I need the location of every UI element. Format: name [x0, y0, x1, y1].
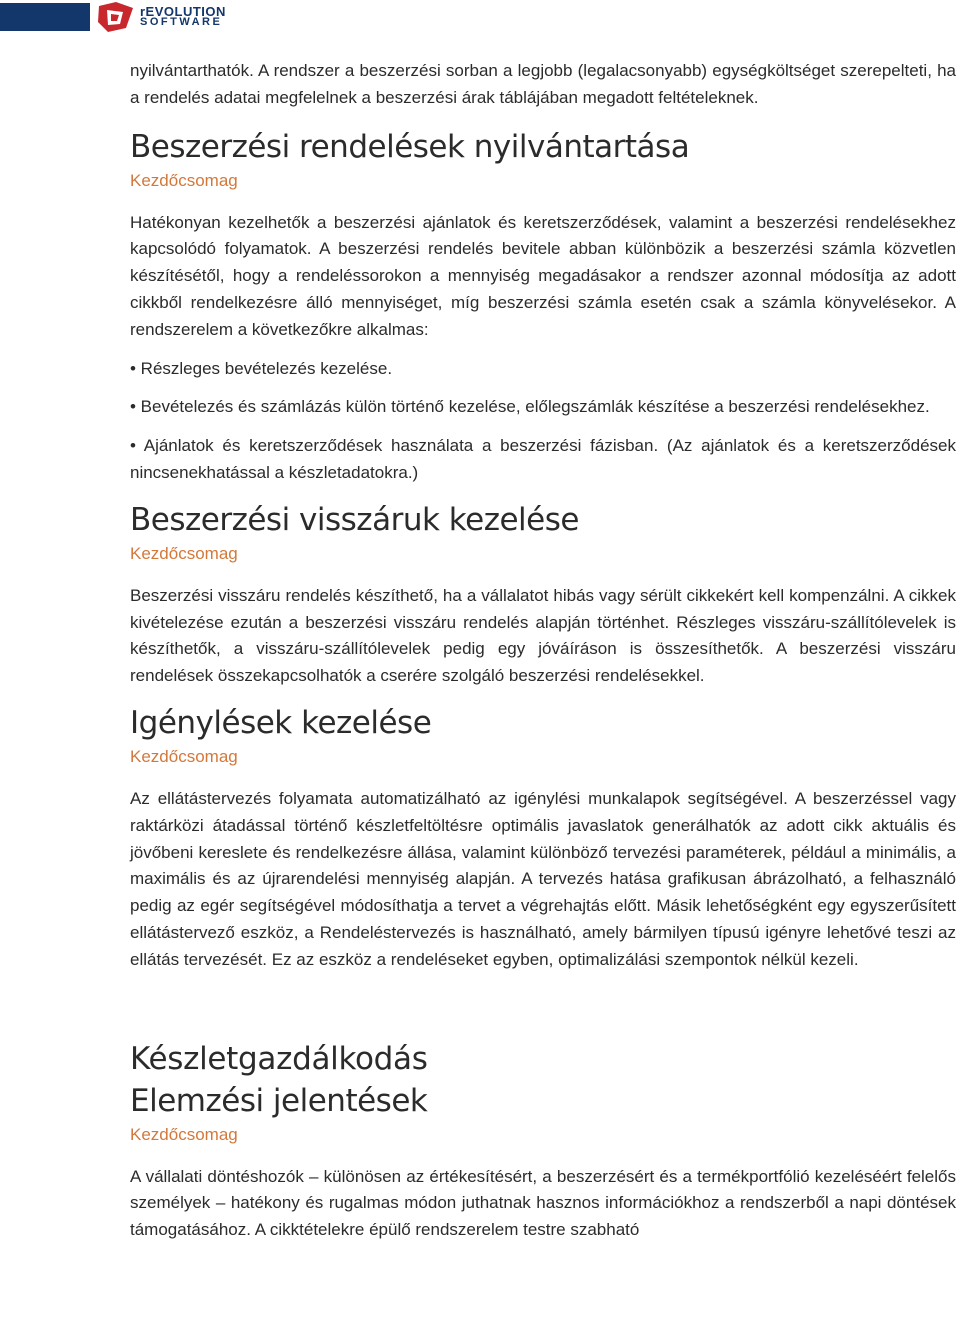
package-tag: Kezdőcsomag: [130, 1124, 238, 1144]
header-bar: [0, 3, 90, 31]
section-body: Beszerzési visszáru rendelés készíthető, ha a vállalatot hibás vagy sérült cikkekért kell kompenzálni. A cikkek kivételezése ezután a beszerzési visszáru rendelés alapján történhet. Részleges visszáru-szállítólevelek is készíthetők, a visszáru-szállítólevelek pedig egy jóváíráson is összesíthetők. A beszerzési visszáru rendelések összekapcsolhatók a cserére szolgáló beszerzési rendelésekkel.: [130, 585, 956, 686]
logo-line1: rEVOLUTION: [140, 4, 226, 19]
bullet-item: • Bevételezés és számlázás külön történő kezelése, előlegszámlák készítése a beszerzési rendelésekhez.: [130, 397, 930, 417]
package-tag: Kezdőcsomag: [130, 543, 238, 563]
logo-wordmark: [140, 6, 226, 28]
company-logo: [96, 2, 226, 32]
chapter-inventory: [130, 1040, 956, 1244]
section-title: Igénylések kezelése: [130, 704, 432, 741]
section-body: A vállalati döntéshozók – különösen az értékesítésért, a beszerzésért és a termékportfólió kezeléséért felelős személyek – hatékony és rugalmas módon juthatnak hasznos információkhoz a rendszerből a napi döntések támogatásához. A cikktételekre épülő rendszerelem testre szabható: [130, 1166, 956, 1240]
chapter-title: Készletgazdálkodás: [130, 1040, 428, 1077]
section-purchase-orders: [130, 128, 956, 487]
section-body: Az ellátástervezés folyamata automatizálható az igénylési munkalapok segítségével. A beszerzéssel vagy raktárközi átadással történő készletfeltöltésre optimális javaslatok generálhatók az adott cikk aktuális és jövőbeni kereslete és rendelkezésre állása, valamint különböző tervezési paraméterek, például a minimális, a maximális és az újrarendelési mennyiség alapján. A tervezés hatása grafikusan ábrázolható, a felhasználó pedig az egér segítségével módosíthatja a tervet a végrehajtás előtt. Másik lehetőségként egy egyszerűsített ellátástervező eszköz, a Rendeléstervezés is használható, amely bármilyen típusú igényre lehetővé teszi az ellátás tervezését. Ez az eszköz a rendeléseket egyben, optimalizálási szempontok nélkül kezeli.: [130, 788, 956, 969]
section-title: Beszerzési visszáruk kezelése: [130, 501, 579, 538]
package-tag: Kezdőcsomag: [130, 746, 238, 766]
document-body: [130, 58, 956, 1244]
package-tag: Kezdőcsomag: [130, 170, 238, 190]
intro-paragraph: nyilvántarthatók. A rendszer a beszerzési sorban a legjobb (legalacsonyabb) egységköltséget szerepelteti, ha a rendelés adatai megfelelnek a beszerzési árak táblájában megadott feltételeknek.: [130, 61, 956, 107]
section-title: Beszerzési rendelések nyilvántartása: [130, 128, 690, 165]
section-title: Elemzési jelentések: [130, 1082, 428, 1119]
logo-mark-icon: [96, 2, 136, 32]
section-purchase-returns: [130, 501, 956, 690]
bullet-item: • Részleges bevételezés kezelése.: [130, 358, 393, 378]
bullet-item: • Ajánlatok és keretszerződések használata a beszerzési fázisban. (Az ajánlatok és a keretszerződések nincsenekhatással a készletadatokra.): [130, 436, 956, 482]
section-body: Hatékonyan kezelhetők a beszerzési ajánlatok és keretszerződések, valamint a beszerzési rendelésekhez kapcsolódó folyamatok. A beszerzési rendelés bevitele abban különbözik a beszerzési számla közvetlen készítésétől, hogy a rendeléssorokon a mennyiség megadásakor a rendszer azonnal módosítja az adott cikkből rendelkezésre álló mennyiséget, míg beszerzési számla esetén csak a számla könyvelésekor. A rendszerelem a következőkre alkalmas:: [130, 212, 956, 339]
page-header: [0, 0, 960, 34]
logo-line2: SOFTWARE: [140, 16, 223, 28]
section-requisitions: [130, 704, 956, 974]
